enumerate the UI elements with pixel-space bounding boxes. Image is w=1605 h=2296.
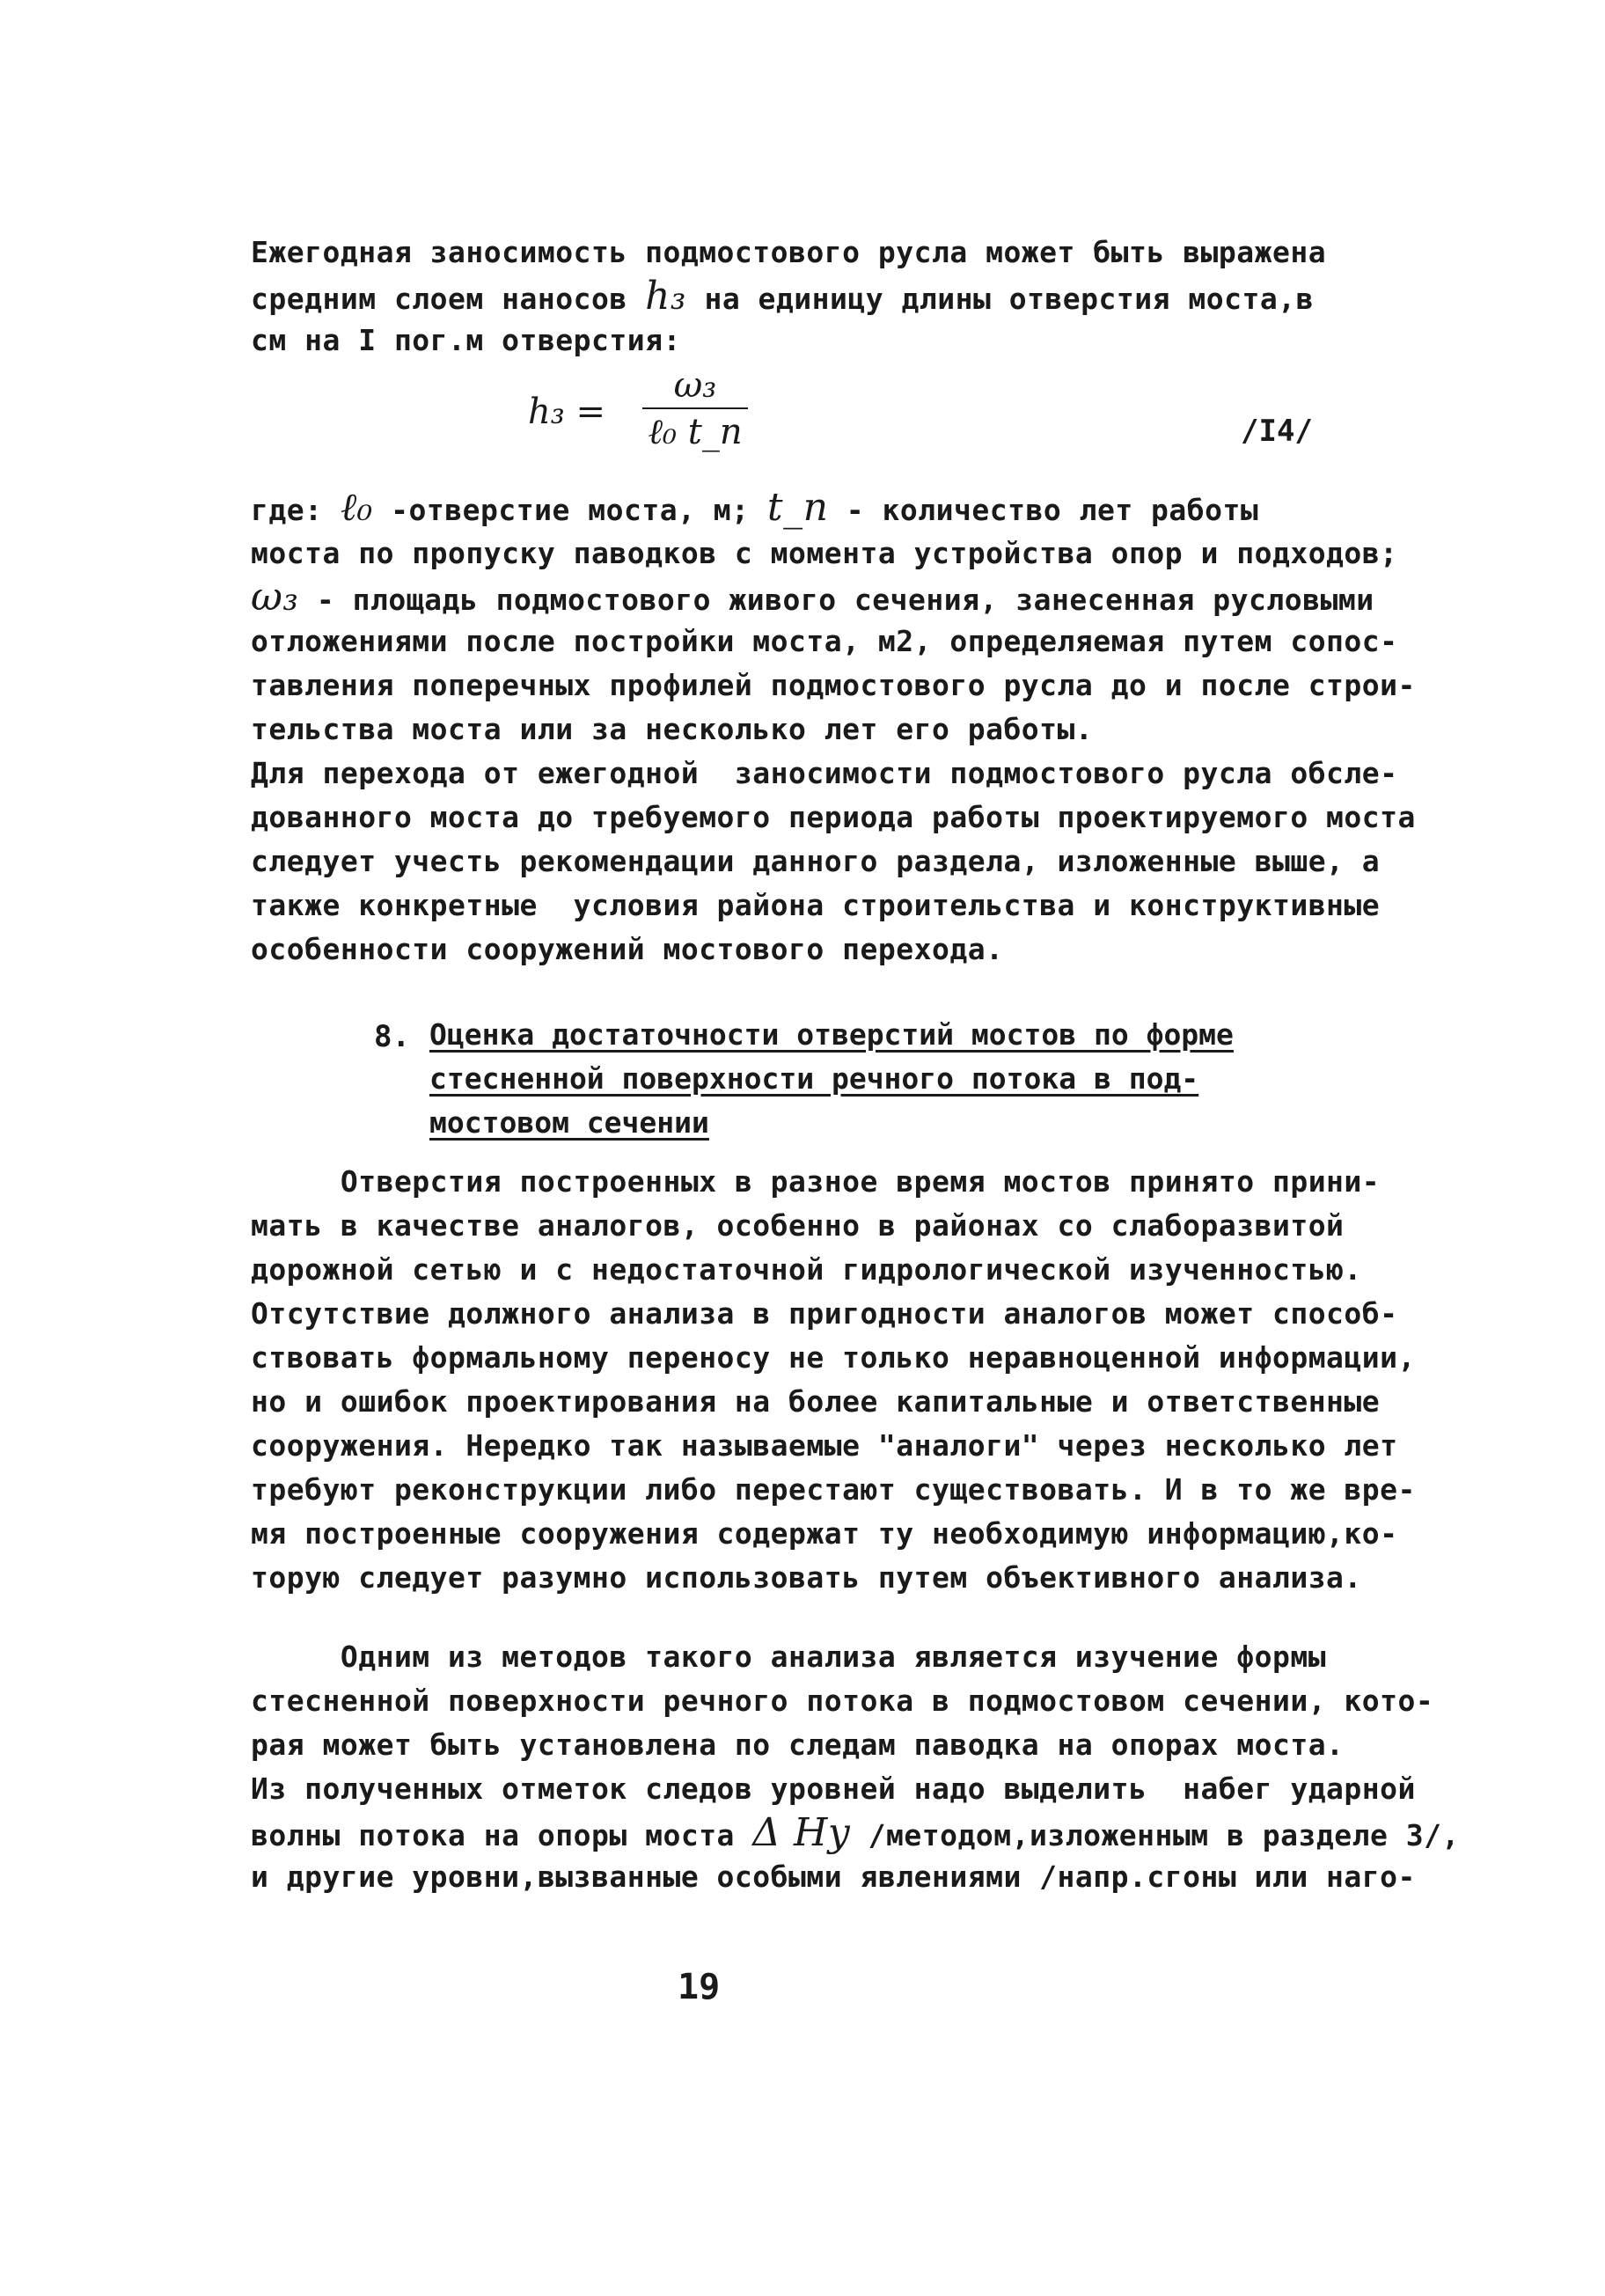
- formula-numerator: ω₃: [642, 365, 748, 409]
- para4-line-4: Из полученных отметок следов уровней надо выделить набег ударной: [251, 1772, 1416, 1806]
- para3-line-9: мя построенные сооружения содержат ту необходимую информацию,ко-: [251, 1516, 1398, 1551]
- formula-fraction: [642, 365, 748, 452]
- where-line-6: тельства моста или за несколько лет его работы.: [251, 712, 1094, 746]
- where-line-2: моста по пропуску паводков с момента устройства опор и подходов;: [251, 536, 1398, 570]
- formula-denominator: ℓ₀ t_n: [648, 412, 743, 452]
- para4-line-5-a: волны потока на опоры моста: [251, 1818, 753, 1852]
- symbol-delta-hy: Δ Hy: [752, 1810, 851, 1855]
- para2-line-4: также конкретные условия района строительства и конструктивные: [251, 888, 1381, 922]
- where-line-3: [251, 576, 1374, 622]
- section-heading-line-3: мостовом сечении: [429, 1105, 709, 1140]
- para4-line-5-b: /методом,изложенным в разделе 3/,: [850, 1818, 1460, 1852]
- para3-line-8: требуют реконструкции либо перестают существовать. И в то же вре-: [251, 1472, 1416, 1507]
- para3-line-5: ствовать формальному переносу не только неравноценной информации,: [251, 1340, 1416, 1375]
- para2-line-3: следует учесть рекомендации данного раздела, изложенные выше, а: [251, 844, 1381, 878]
- para3-line-1: Отверстия построенных в разное время мостов принято прини-: [251, 1164, 1381, 1199]
- page-number: 19: [678, 1967, 721, 2007]
- para4-line-6: и другие уровни,вызванные особыми явлениями /напр.сгоны или наго-: [251, 1860, 1416, 1894]
- para4-line-3: рая может быть установлена по следам паводка на опорах моста.: [251, 1728, 1345, 1762]
- para1-line-3: см на I пог.м отверстия:: [251, 323, 681, 357]
- para4-line-1: Одним из методов такого анализа является изучение формы: [251, 1639, 1327, 1674]
- para2-line-2: дованного моста до требуемого периода работы проектируемого моста: [251, 800, 1416, 834]
- para3-line-7: сооружения. Нередко так называемые "аналоги" через несколько лет: [251, 1428, 1398, 1463]
- para1-line-1: Ежегодная заносимость подмостового русла может быть выражена: [251, 235, 1327, 269]
- section-heading-line-1: Оценка достаточности отверстий мостов по форме: [429, 1017, 1234, 1052]
- where-label: где:: [251, 493, 341, 527]
- formula-lhs: h₃ =: [528, 392, 606, 432]
- symbol-h3: h₃: [645, 274, 687, 319]
- para3-line-2: мать в качестве аналогов, особенно в районах со слаборазвитой: [251, 1208, 1345, 1243]
- para1-line-2: [251, 275, 1314, 321]
- symbol-l0: ℓ₀: [340, 485, 373, 530]
- symbol-omega3: ω₃: [251, 575, 299, 620]
- where-line-1-c: - количество лет работы: [828, 493, 1259, 527]
- section-number: 8.: [374, 1019, 410, 1054]
- where-line-1-b: -отверстие моста, м;: [372, 493, 767, 527]
- para2-line-1: Для перехода от ежегодной заносимости подмостового русла обсле-: [251, 756, 1398, 790]
- para1-line-2-a: средним слоем наносов: [251, 282, 646, 316]
- where-line-5: тавления поперечных профилей подмостового русла до и после строи-: [251, 668, 1416, 702]
- where-line-3-text: - площадь подмостового живого сечения, занесенная русловыми: [298, 583, 1374, 617]
- para1-line-2-b: на единицу длины отверстия моста,в: [686, 282, 1314, 316]
- equation-number: /I4/: [1241, 414, 1313, 449]
- para4-line-5: [251, 1811, 1460, 1858]
- para2-line-5: особенности сооружений мостового перехода.: [251, 932, 1004, 966]
- para4-line-2: стесненной поверхности речного потока в подмостовом сечении, кото-: [251, 1683, 1434, 1718]
- where-line-4: отложениями после постройки моста, м2, определяемая путем сопос-: [251, 624, 1398, 658]
- where-line-1: [251, 486, 1258, 532]
- para3-line-10: торую следует разумно использовать путем объективного анализа.: [251, 1560, 1362, 1595]
- para3-line-3: дорожной сетью и с недостаточной гидрологической изученностью.: [251, 1252, 1362, 1287]
- symbol-tn: t_n: [766, 485, 829, 530]
- para3-line-4: Отсутствие должного анализа в пригодности аналогов может способ-: [251, 1296, 1398, 1331]
- section-heading-line-2: стесненной поверхности речного потока в под-: [429, 1061, 1199, 1096]
- para3-line-6: но и ошибок проектирования на более капитальные и ответственные: [251, 1384, 1381, 1419]
